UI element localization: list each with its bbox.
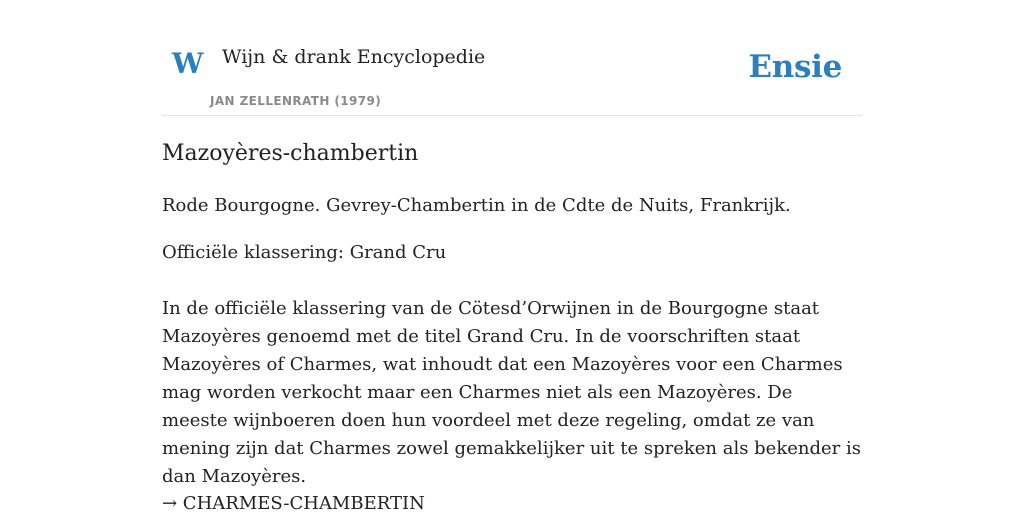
cross-reference-link[interactable]: → CHARMES-CHAMBERTIN <box>162 493 425 512</box>
header <box>162 0 862 116</box>
encyclopedia-logo[interactable]: W <box>172 47 204 80</box>
entry-title: Mazoyères-chambertin <box>162 141 419 166</box>
entry-description: Rode Bourgogne. Gevrey-Chambertin in de Cdte de Nuits, Frankrijk. <box>162 195 791 216</box>
author-label: JAN ZELLENRATH (1979) <box>210 94 382 108</box>
entry-classification: Officiële klassering: Grand Cru <box>162 242 447 263</box>
book-title[interactable]: Wijn & drank Encyclopedie <box>222 46 486 68</box>
entry-body: In de officiële klassering van de Cötesd’Orwijnen in de Bourgogne staat Mazoyères genoemd met de titel Grand Cru. In de voorschriften staat Mazoyères of Charmes, wat inhoudt dat een Mazoyères voor een Charmes mag worden verkocht maar een Charmes niet als een Mazoyères. De meeste wijnboeren doen hun voordeel met deze regeling, omdat ze van mening zijn dat Charmes zowel gemakkelijker uit te spreken als bekender is dan Mazoyères. <box>162 298 861 487</box>
brand-logo[interactable]: Ensie <box>748 49 842 85</box>
